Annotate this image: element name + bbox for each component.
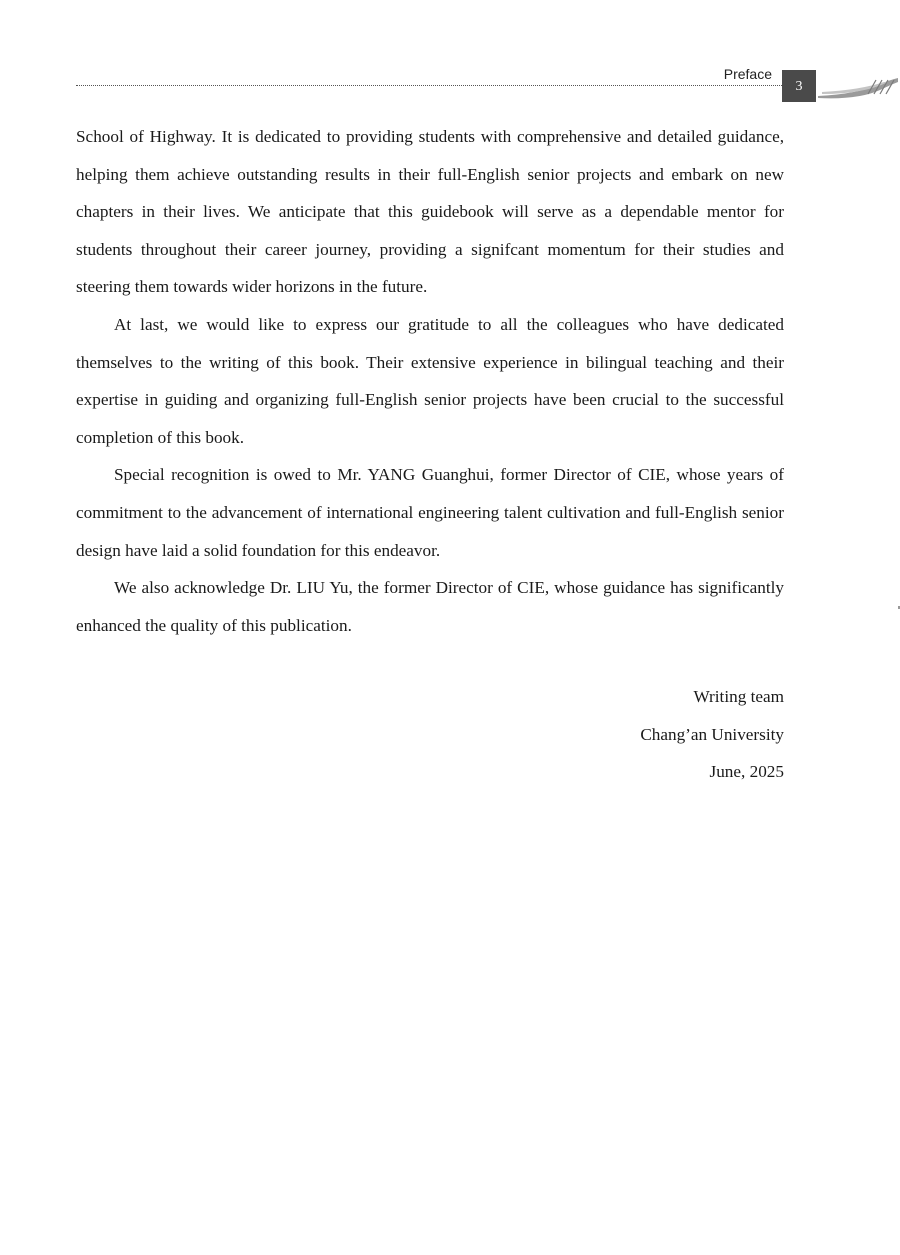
section-title: Preface xyxy=(723,66,772,82)
header-dotted-rule xyxy=(76,85,782,86)
paragraph-acknowledgement: We also acknowledge Dr. LIU Yu, the former Director of CIE, whose guidance has significantly enhanced the quality of this publication. xyxy=(76,578,784,635)
header-swoosh-decoration xyxy=(818,74,900,102)
page-number: 3 xyxy=(782,70,816,102)
signature-institution: Chang’an University xyxy=(640,724,784,744)
paragraph-recognition: Special recognition is owed to Mr. YANG Guanghui, former Director of CIE, whose years of commitment to the advancement of international engineering talent cultivation and full-English senior design have laid a solid foundation for this endeavor. xyxy=(76,465,784,560)
signature-team: Writing team xyxy=(693,687,784,706)
paragraph-gratitude: At last, we would like to express our gratitude to all the colleagues who have dedicated themselves to the writing of this book. Their extensive experience in bilingual teaching and their expertise in guiding and organizing full-English senior projects have been crucial to the successful completion of this book. xyxy=(76,314,784,447)
signature-date: June, 2025 xyxy=(709,762,784,782)
signature-block xyxy=(500,678,784,791)
paragraph-continuation: School of Highway. It is dedicated to providing students with comprehensive and detailed guidance, helping them achieve outstanding results in their full-English senior projects and embark on new chapters in their lives. We anticipate that this guidebook will serve as a dependable mentor for students throughout their career journey, providing a signifcant momentum for their studies and steering them towards wider horizons in the future. xyxy=(76,127,784,297)
page-header xyxy=(0,0,900,110)
preface-body xyxy=(76,118,784,644)
